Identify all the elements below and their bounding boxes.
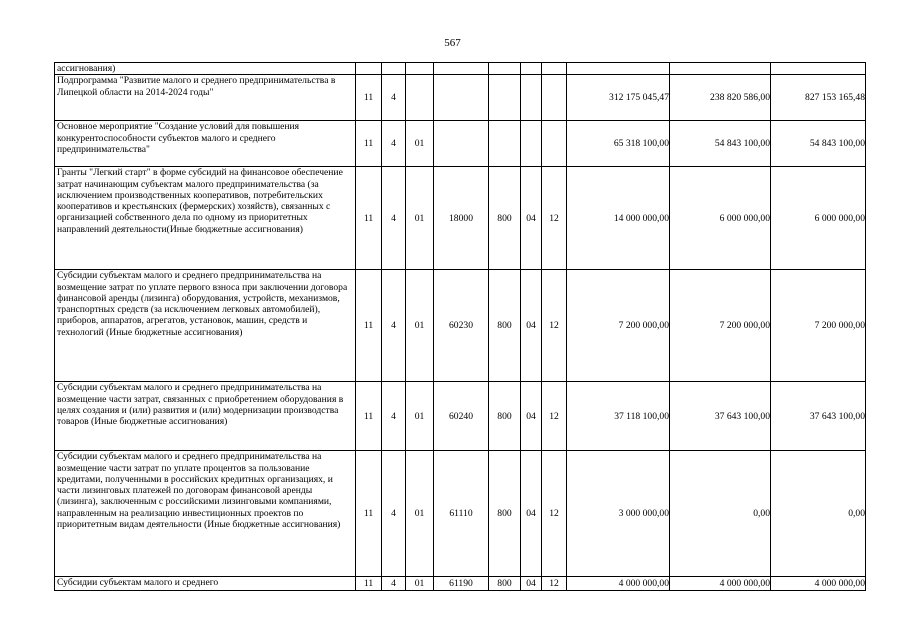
cell-section: 04 [521,167,542,270]
cell-subprogram: 4 [382,167,406,270]
cell-subsection: 12 [542,167,567,270]
cell-subsection: 12 [542,382,567,451]
cell-amount-1 [567,63,670,75]
cell-section: 04 [521,270,542,382]
cell-program: 11 [356,270,382,382]
cell-subprogram: 4 [382,270,406,382]
cell-expense-type [489,121,521,167]
cell-section: 04 [521,382,542,451]
cell-section: 04 [521,451,542,577]
cell-amount-2: 4 000 000,00 [670,577,771,591]
cell-name: Субсидии субъектам малого и среднего предпринимательства на возмещение затрат по уплате первого взноса при заключении договора финансовой аренды (лизинга) оборудования, устройств, механизмов, транспортных средств (за исключением легковых автомобилей), приборов, аппаратов, агрегатов, установок, машин, средств и технологий (Иные бюджетные ассигнования) [55,270,356,382]
cell-program: 11 [356,577,382,591]
cell-direction [434,121,489,167]
cell-amount-1: 37 118 100,00 [567,382,670,451]
cell-direction: 18000 [434,167,489,270]
cell-direction: 60240 [434,382,489,451]
cell-amount-1: 7 200 000,00 [567,270,670,382]
cell-amount-3: 54 843 100,00 [771,121,866,167]
cell-amount-3 [771,63,866,75]
cell-amount-2: 54 843 100,00 [670,121,771,167]
cell-amount-1: 65 318 100,00 [567,121,670,167]
table-row [55,382,866,451]
cell-main-event: 01 [406,382,434,451]
cell-direction: 61110 [434,451,489,577]
table-row [55,270,866,382]
cell-subsection: 12 [542,451,567,577]
cell-amount-3: 0,00 [771,451,866,577]
cell-section [521,121,542,167]
cell-direction [434,63,489,75]
cell-amount-1: 312 175 045,47 [567,75,670,121]
cell-amount-2: 37 643 100,00 [670,382,771,451]
cell-amount-1: 14 000 000,00 [567,167,670,270]
cell-program: 11 [356,451,382,577]
cell-expense-type: 800 [489,451,521,577]
cell-program [356,63,382,75]
table-row [55,121,866,167]
cell-direction: 61190 [434,577,489,591]
cell-subprogram: 4 [382,382,406,451]
page-number: 567 [444,37,461,49]
cell-main-event: 01 [406,577,434,591]
cell-main-event: 01 [406,167,434,270]
cell-amount-2: 238 820 586,00 [670,75,771,121]
cell-name: Субсидии субъектам малого и среднего предпринимательства на возмещение части затрат, связанных с приобретением оборудования в целях создания и (или) развития и (или) модернизации производства товаров (Иные бюджетные ассигнования) [55,382,356,451]
cell-direction [434,75,489,121]
cell-direction: 60230 [434,270,489,382]
cell-main-event [406,63,434,75]
cell-subsection [542,75,567,121]
cell-name: Субсидии субъектам малого и среднего [55,577,356,591]
cell-amount-3: 827 153 165,48 [771,75,866,121]
table-row [55,451,866,577]
cell-name: Основное мероприятие "Создание условий для повышения конкурентоспособности субъектов малого и среднего предпринимательства" [55,121,356,167]
cell-name: Гранты "Легкий старт" в форме субсидий на финансовое обеспечение затрат начинающим субъектам малого предпринимательства (за исключением производственных кооперативов, потребительских кооперативов и крестьянских (фермерских) хозяйств), связанных с организацией собственного дела по одному из приоритетных направлений деятельности(Иные бюджетные ассигнования) [55,167,356,270]
cell-amount-2: 0,00 [670,451,771,577]
cell-program: 11 [356,121,382,167]
cell-program: 11 [356,382,382,451]
cell-subprogram: 4 [382,451,406,577]
cell-amount-3: 6 000 000,00 [771,167,866,270]
table-row [55,63,866,75]
cell-section: 04 [521,577,542,591]
cell-section [521,75,542,121]
cell-subprogram: 4 [382,75,406,121]
cell-amount-1: 3 000 000,00 [567,451,670,577]
cell-amount-2: 7 200 000,00 [670,270,771,382]
cell-subsection: 12 [542,270,567,382]
cell-subsection [542,63,567,75]
cell-subprogram [382,63,406,75]
cell-expense-type: 800 [489,167,521,270]
cell-main-event: 01 [406,270,434,382]
cell-main-event: 01 [406,121,434,167]
cell-amount-2 [670,63,771,75]
cell-expense-type: 800 [489,382,521,451]
cell-subprogram: 4 [382,121,406,167]
cell-amount-3: 4 000 000,00 [771,577,866,591]
cell-amount-1: 4 000 000,00 [567,577,670,591]
cell-program: 11 [356,167,382,270]
table-row [55,167,866,270]
cell-amount-2: 6 000 000,00 [670,167,771,270]
cell-program: 11 [356,75,382,121]
table-row [55,75,866,121]
cell-subsection: 12 [542,577,567,591]
cell-expense-type [489,63,521,75]
cell-expense-type: 800 [489,577,521,591]
cell-name: ассигнования) [55,63,356,75]
cell-subprogram: 4 [382,577,406,591]
cell-amount-3: 7 200 000,00 [771,270,866,382]
cell-name: Подпрограмма "Развитие малого и среднего предпринимательства в Липецкой области на 2014-2024 годы" [55,75,356,121]
cell-section [521,63,542,75]
cell-main-event [406,75,434,121]
budget-table [54,62,866,591]
cell-name: Субсидии субъектам малого и среднего предпринимательства на возмещение части затрат по уплате процентов за пользование кредитами, полученными в российских кредитных организациях, и части лизинговых платежей по договорам финансовой аренды (лизинга), заключенным с российскими лизинговыми компаниями, направленным на реализацию инвестиционных проектов по приоритетным видам деятельности (Иные бюджетные ассигнования) [55,451,356,577]
cell-expense-type [489,75,521,121]
cell-amount-3: 37 643 100,00 [771,382,866,451]
table-row [55,577,866,591]
cell-subsection [542,121,567,167]
cell-expense-type: 800 [489,270,521,382]
cell-main-event: 01 [406,451,434,577]
